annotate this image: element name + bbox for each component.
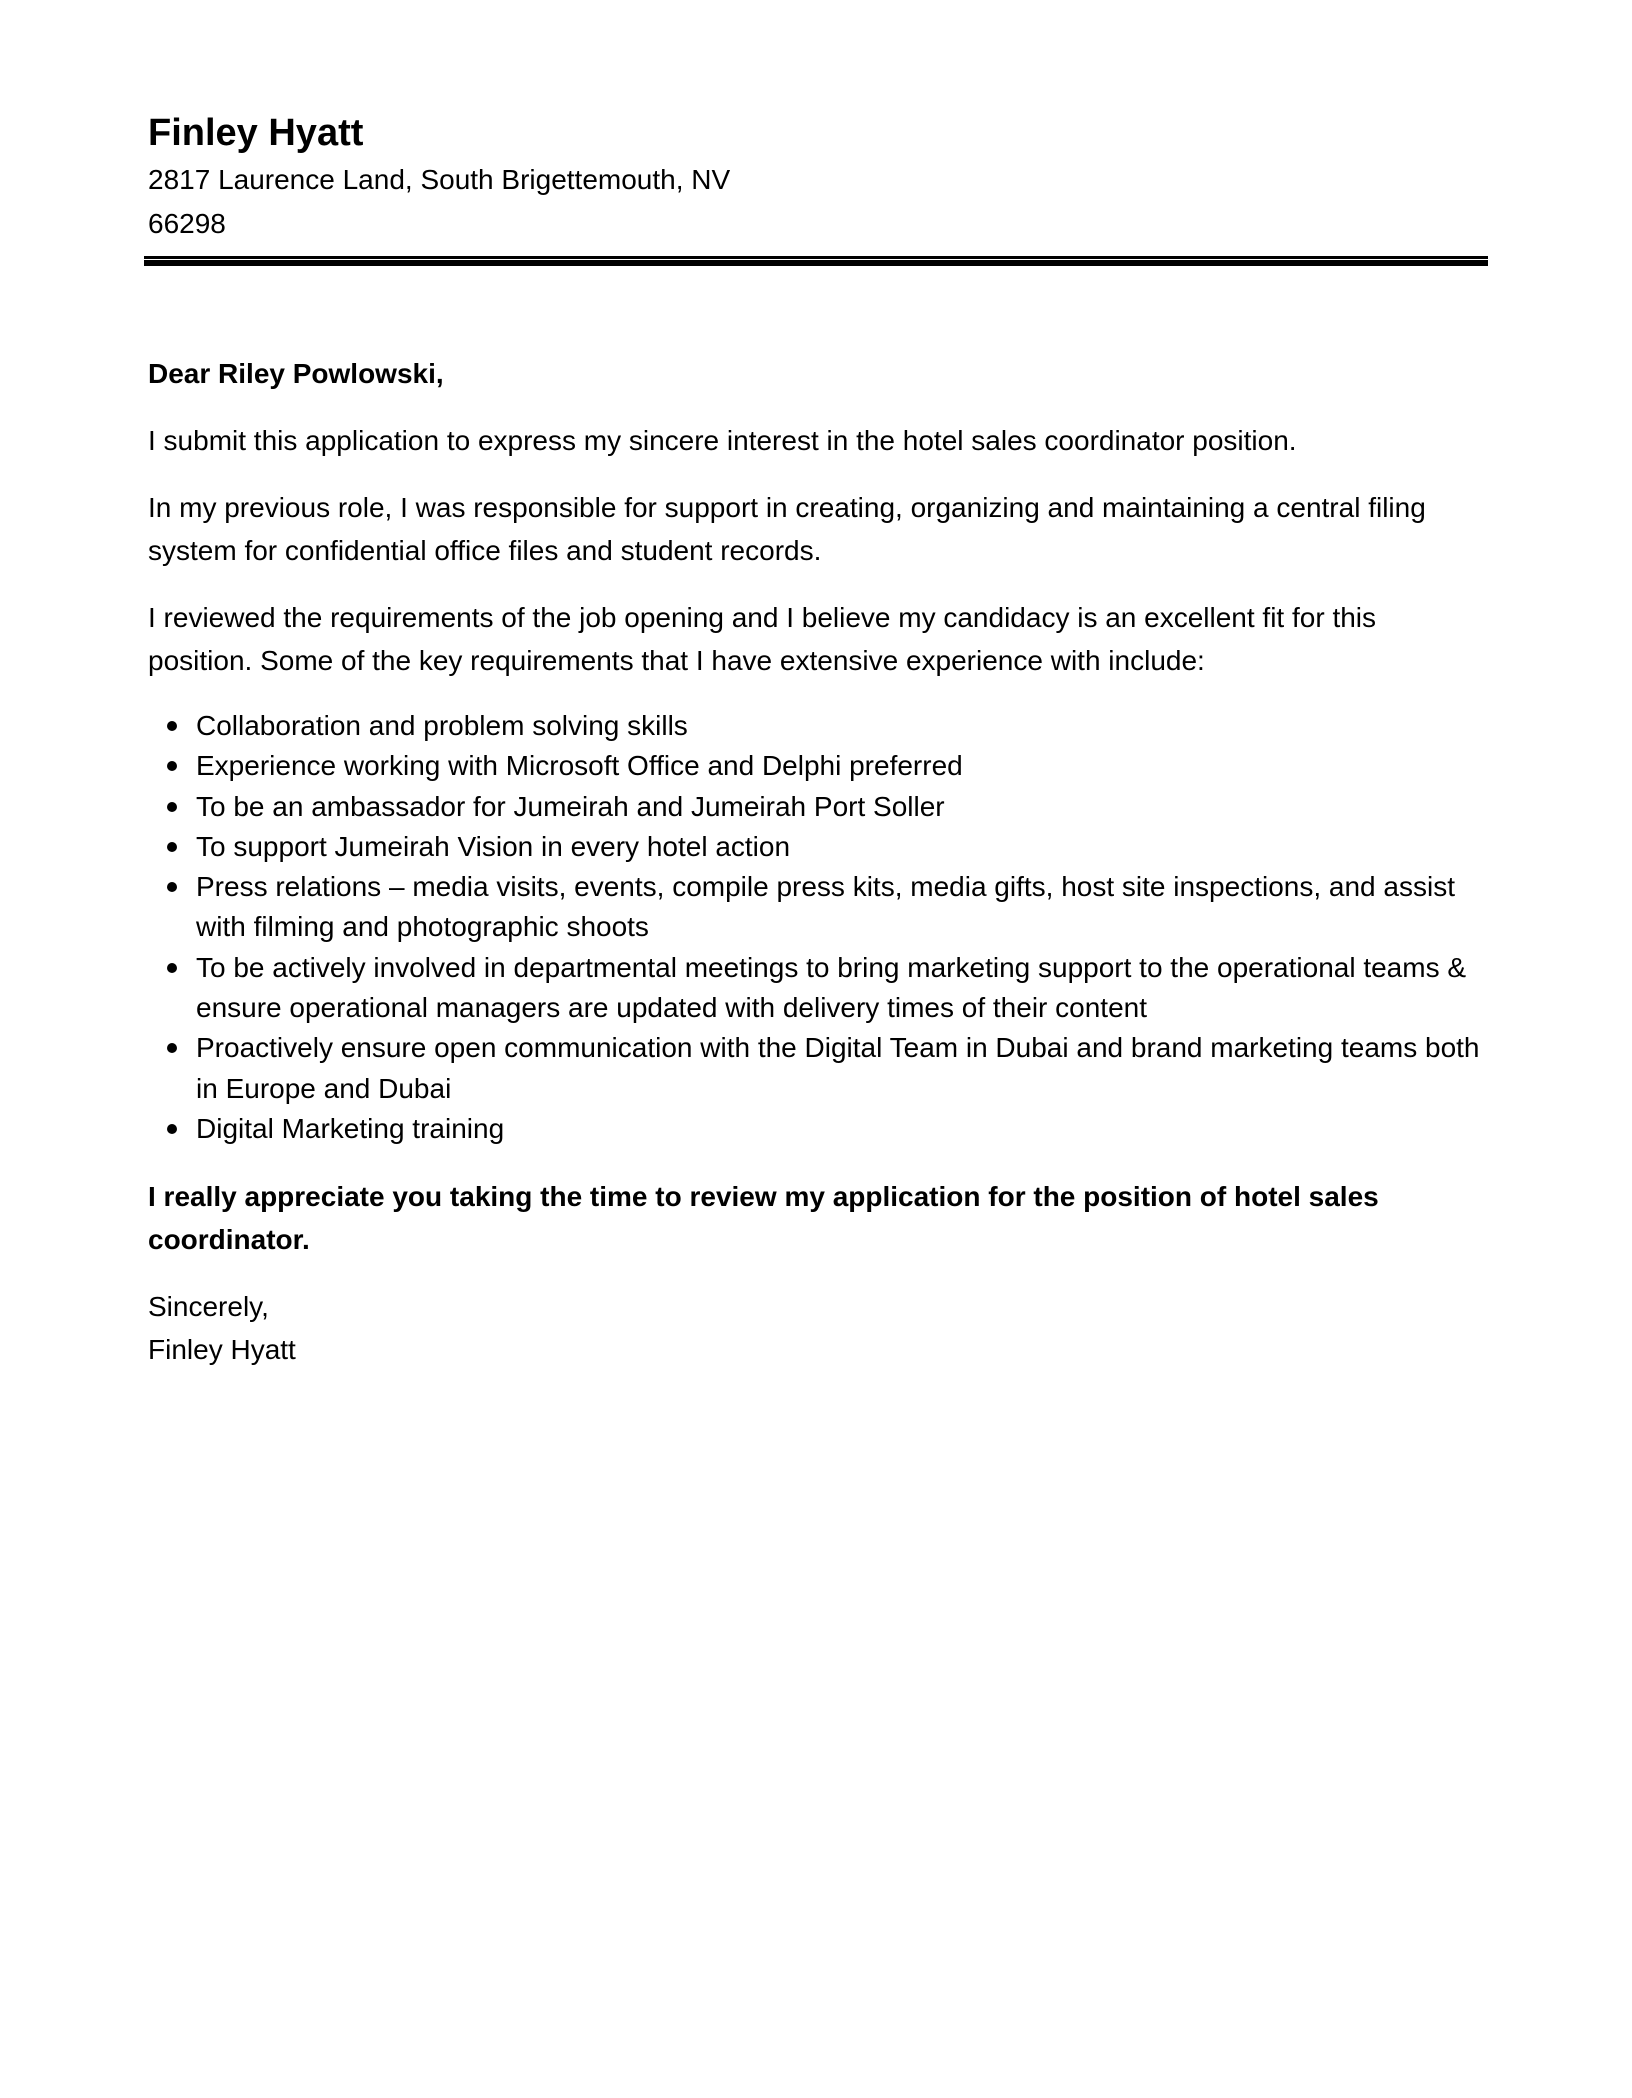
bullet-icon [167, 882, 177, 892]
salutation: Dear Riley Powlowski, [148, 358, 444, 389]
list-item-text: Collaboration and problem solving skills [196, 710, 688, 741]
header-divider [144, 256, 1488, 266]
requirements-list [148, 706, 1488, 1149]
bullet-icon [167, 1124, 177, 1134]
bullet-icon [167, 1043, 177, 1053]
closing-statement: I really appreciate you taking the time to review my application for the position of hotel sales coordinator. [148, 1181, 1379, 1256]
sender-name: Finley Hyatt [148, 112, 364, 154]
bullet-icon [167, 761, 177, 771]
list-item-text: Proactively ensure open communication with the Digital Team in Dubai and brand marketing teams both in Europe and Dubai [196, 1032, 1480, 1104]
requirements-paragraph: I reviewed the requirements of the job opening and I believe my candidacy is an excellent fit for this position. Some of the key requirements that I have extensive experience with include: [148, 602, 1377, 676]
list-item [196, 867, 1488, 948]
list-item [196, 706, 1488, 746]
intro-paragraph: I submit this application to express my sincere interest in the hotel sales coordinator position. [148, 425, 1297, 456]
valediction: Sincerely, [148, 1291, 269, 1323]
list-item-text: Digital Marketing training [196, 1112, 505, 1144]
letterhead [148, 108, 1488, 246]
bullet-icon [167, 842, 177, 852]
letter-body [148, 352, 1488, 1371]
bullet-icon [167, 721, 177, 731]
list-item [196, 948, 1488, 1029]
list-item-text: To be actively involved in departmental meetings to bring marketing support to the operational teams & ensure operational managers are updated with delivery times of their content [196, 951, 1467, 1024]
experience-paragraph: In my previous role, I was responsible for support in creating, organizing and maintaining a central filing system for confidential office files and student records. [148, 492, 1426, 566]
list-item-text: Press relations – media visits, events, compile press kits, media gifts, host site inspections, and assist with filming and photographic shoots [196, 871, 1455, 943]
list-item [196, 1109, 1488, 1149]
list-item [196, 787, 1488, 827]
list-item [196, 827, 1488, 867]
list-item-text: Experience working with Microsoft Office and Delphi preferred [196, 750, 963, 782]
signature-name: Finley Hyatt [148, 1334, 296, 1366]
bullet-icon [167, 963, 177, 973]
list-item-text: To be an ambassador for Jumeirah and Jumeirah Port Soller [196, 790, 945, 822]
list-item [196, 746, 1488, 786]
list-item [196, 1028, 1488, 1109]
list-item-text: To support Jumeirah Vision in every hotel action [196, 830, 791, 862]
bullet-icon [167, 802, 177, 812]
sender-address: 2817 Laurence Land, South Brigettemouth, NV 66298 [148, 164, 731, 239]
